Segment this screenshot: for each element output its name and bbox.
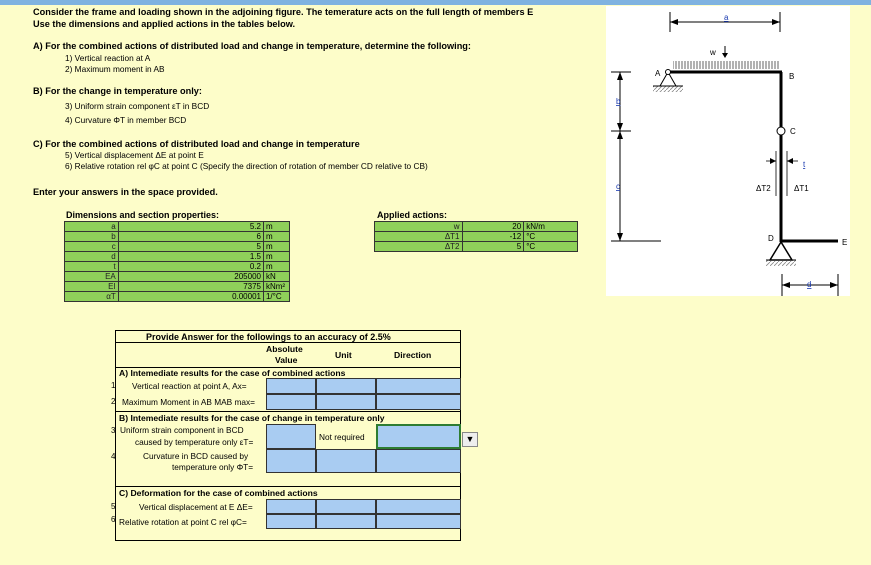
q5-number: 5 bbox=[111, 502, 116, 511]
q5-unit-input[interactable] bbox=[316, 499, 376, 514]
point-e-label: E bbox=[842, 238, 848, 247]
dims-row bbox=[65, 262, 290, 272]
answers-section-a: A) Intemediate results for the case of combined actions bbox=[119, 368, 346, 378]
dims-label[interactable]: d bbox=[65, 252, 119, 262]
dim-c-label: c bbox=[616, 182, 620, 191]
dims-row bbox=[65, 282, 290, 292]
section-a-item-2: 2) Maximum moment in AB bbox=[65, 64, 165, 74]
dims-row bbox=[65, 252, 290, 262]
section-c-item-6: 6) Relative rotation rel φC at point C (Specify the direction of rotation of member CD relative to CB) bbox=[65, 161, 428, 171]
q1-label: Vertical reaction at point A, Ax= bbox=[132, 381, 247, 391]
applied-row bbox=[375, 232, 578, 242]
col-unit: Unit bbox=[335, 350, 352, 360]
col-absolute: Absolute bbox=[266, 344, 303, 354]
section-c-item-5: 5) Vertical displacement ΔE at point E bbox=[65, 150, 204, 160]
dims-value[interactable]: 1.5 bbox=[118, 252, 263, 262]
q4-direction-input[interactable] bbox=[376, 449, 461, 473]
dim-a-label: a bbox=[724, 13, 729, 22]
q6-number: 6 bbox=[111, 515, 116, 524]
dims-label[interactable]: a bbox=[65, 222, 119, 232]
dimensions-table bbox=[64, 221, 290, 302]
q3-value-input[interactable] bbox=[266, 424, 316, 449]
answers-section-b: B) Intemediate results for the case of change in temperature only bbox=[119, 413, 385, 423]
q5-value-input[interactable] bbox=[266, 499, 316, 514]
dims-label[interactable]: b bbox=[65, 232, 119, 242]
section-a-item-1: 1) Vertical reaction at A bbox=[65, 53, 151, 63]
col-direction: Direction bbox=[394, 350, 432, 360]
q3-label-1: Uniform strain component in BCD bbox=[120, 425, 244, 435]
dims-value[interactable]: 0.00001 bbox=[118, 292, 263, 302]
dims-value[interactable]: 5 bbox=[118, 242, 263, 252]
q2-number: 2 bbox=[111, 397, 116, 406]
q4-label-2: temperature only ΦT= bbox=[172, 462, 254, 472]
dims-row bbox=[65, 242, 290, 252]
q1-direction-input[interactable] bbox=[376, 378, 461, 394]
q4-number: 4 bbox=[111, 452, 116, 461]
frame-figure bbox=[606, 6, 850, 296]
chevron-down-icon: ▼ bbox=[465, 434, 475, 444]
q2-value-input[interactable] bbox=[266, 394, 316, 410]
dims-label[interactable]: t bbox=[65, 262, 119, 272]
dims-row bbox=[65, 272, 290, 282]
applied-unit[interactable]: °C bbox=[524, 242, 578, 252]
q3-unit-not-required: Not required bbox=[319, 432, 365, 442]
applied-label[interactable]: ΔT2 bbox=[375, 242, 463, 252]
section-c-heading: C) For the combined actions of distributed load and change in temperature bbox=[33, 139, 360, 149]
applied-label[interactable]: w bbox=[375, 222, 463, 232]
applied-label[interactable]: ΔT1 bbox=[375, 232, 463, 242]
q6-unit-input[interactable] bbox=[316, 514, 376, 529]
dims-row bbox=[65, 232, 290, 242]
q4-label-1: Curvature in BCD caused by bbox=[143, 451, 249, 461]
dims-label[interactable]: EA bbox=[65, 272, 119, 282]
dims-label[interactable]: EI bbox=[65, 282, 119, 292]
applied-title: Applied actions: bbox=[377, 210, 448, 220]
section-b-item-4: 4) Curvature ΦT in member BCD bbox=[65, 115, 187, 125]
q5-label: Vertical displacement at E ΔE= bbox=[139, 502, 253, 512]
window-top-bar bbox=[0, 0, 871, 5]
dims-unit[interactable]: m bbox=[263, 262, 289, 272]
dims-unit[interactable]: m bbox=[263, 222, 289, 232]
dims-row bbox=[65, 292, 290, 302]
dims-value[interactable]: 5.2 bbox=[118, 222, 263, 232]
q2-unit-input[interactable] bbox=[316, 394, 376, 410]
dims-unit[interactable]: m bbox=[263, 242, 289, 252]
load-w-label: w bbox=[710, 48, 716, 57]
dim-t-label: t bbox=[803, 160, 806, 169]
intro-line-1: Consider the frame and loading shown in the adjoining figure. The temerature acts on the full length of members E bbox=[33, 7, 534, 17]
applied-value[interactable]: -12 bbox=[462, 232, 524, 242]
q4-unit-input[interactable] bbox=[316, 449, 376, 473]
q3-label-2: caused by temperature only εT= bbox=[135, 437, 254, 447]
answers-title: Provide Answer for the followings to an accuracy of 2.5% bbox=[146, 332, 391, 342]
applied-row bbox=[375, 222, 578, 232]
point-b-label: B bbox=[789, 72, 795, 81]
applied-value[interactable]: 20 bbox=[462, 222, 524, 232]
intro-line-2: Use the dimensions and applied actions in the tables below. bbox=[33, 19, 296, 29]
dims-value[interactable]: 0.2 bbox=[118, 262, 263, 272]
q2-label: Maximum Moment in AB MAB max= bbox=[122, 397, 256, 407]
dims-label[interactable]: αT bbox=[65, 292, 119, 302]
applied-unit[interactable]: °C bbox=[524, 232, 578, 242]
dims-value[interactable]: 6 bbox=[118, 232, 263, 242]
dims-unit[interactable]: kN bbox=[263, 272, 289, 282]
dropdown-arrow-button[interactable] bbox=[462, 432, 478, 447]
answer-prompt: Enter your answers in the space provided. bbox=[33, 187, 218, 197]
point-d-label: D bbox=[768, 234, 774, 243]
dims-unit[interactable]: 1/°C bbox=[263, 292, 289, 302]
frame-diagram bbox=[606, 6, 850, 296]
col-value: Value bbox=[275, 355, 298, 365]
point-a-label: A bbox=[655, 69, 661, 78]
dims-unit[interactable]: kNm² bbox=[263, 282, 289, 292]
q6-label: Relative rotation at point C rel φC= bbox=[119, 517, 247, 527]
dims-unit[interactable]: m bbox=[263, 232, 289, 242]
applied-row bbox=[375, 242, 578, 252]
q3-number: 3 bbox=[111, 426, 116, 435]
q1-unit-input[interactable] bbox=[316, 378, 376, 394]
delta-t2-label: ΔT2 bbox=[756, 184, 771, 193]
q6-direction-input[interactable] bbox=[376, 514, 461, 529]
section-b-item-3: 3) Uniform strain component εT in BCD bbox=[65, 101, 210, 111]
delta-t1-label: ΔT1 bbox=[794, 184, 809, 193]
dims-label[interactable]: c bbox=[65, 242, 119, 252]
q1-value-input[interactable] bbox=[266, 378, 316, 394]
section-b-heading: B) For the change in temperature only: bbox=[33, 86, 202, 96]
dims-unit[interactable]: m bbox=[263, 252, 289, 262]
q6-value-input[interactable] bbox=[266, 514, 316, 529]
answers-section-c: C) Deformation for the case of combined actions bbox=[119, 488, 318, 498]
applied-unit[interactable]: kN/m bbox=[524, 222, 578, 232]
point-c-label: C bbox=[790, 127, 796, 136]
section-a-heading: A) For the combined actions of distributed load and change in temperature, determine the following: bbox=[33, 41, 471, 51]
q5-direction-input[interactable] bbox=[376, 499, 461, 514]
dimensions-title: Dimensions and section properties: bbox=[66, 210, 220, 220]
dim-b-label: b bbox=[616, 97, 621, 106]
dim-d-label: d bbox=[807, 280, 812, 289]
q2-direction-input[interactable] bbox=[376, 394, 461, 410]
dims-value[interactable]: 7375 bbox=[118, 282, 263, 292]
q3-direction-dropdown[interactable] bbox=[376, 424, 461, 449]
dims-row bbox=[65, 222, 290, 232]
dims-value[interactable]: 205000 bbox=[118, 272, 263, 282]
q4-value-input[interactable] bbox=[266, 449, 316, 473]
q1-number: 1 bbox=[111, 381, 116, 390]
answers-panel bbox=[111, 330, 461, 541]
applied-value[interactable]: 5 bbox=[462, 242, 524, 252]
applied-table bbox=[374, 221, 578, 252]
